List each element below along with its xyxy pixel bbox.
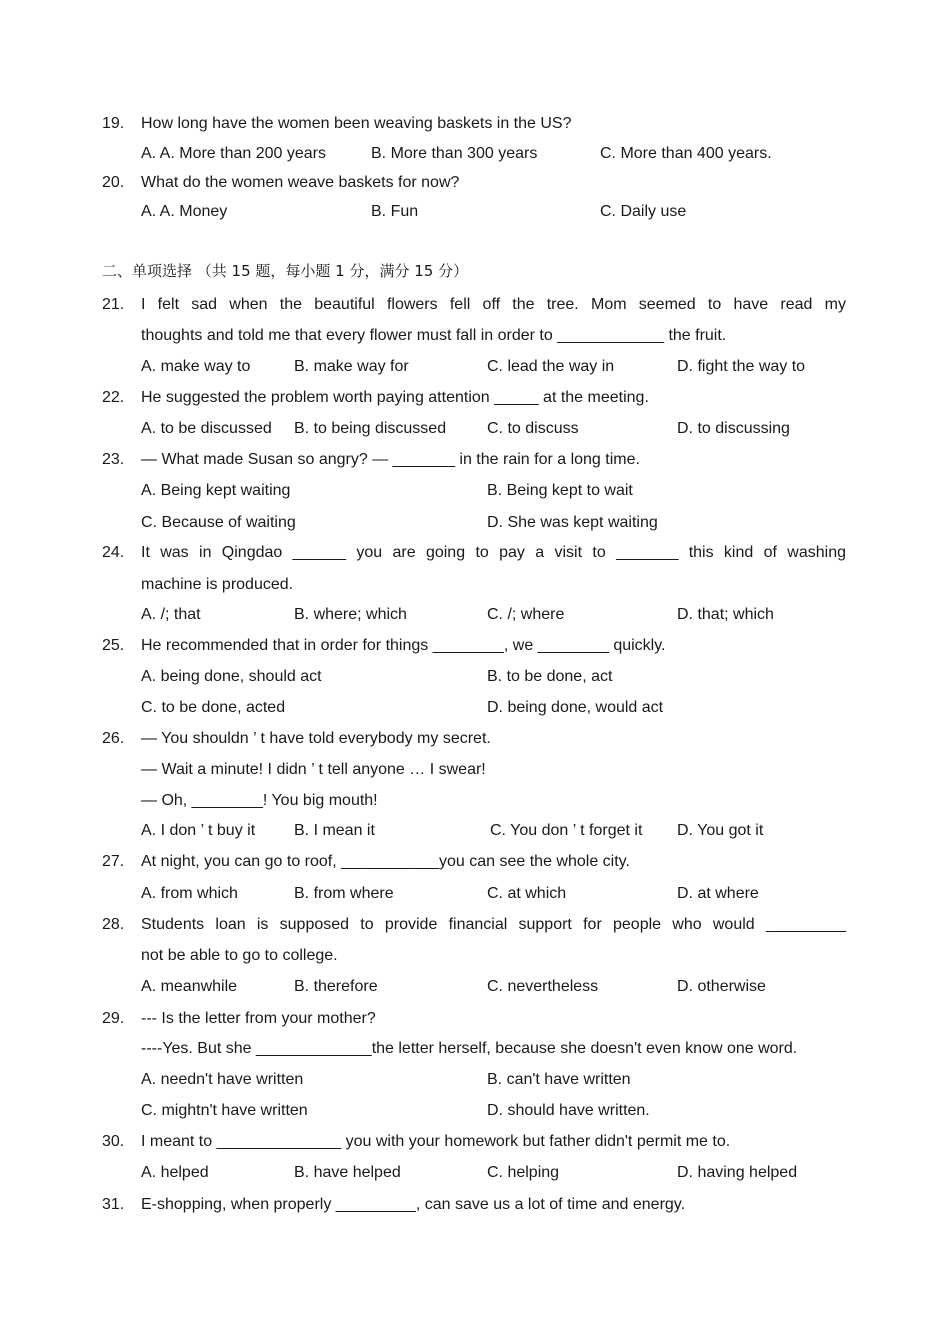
option-c: C. to be done, acted	[141, 699, 286, 716]
option-a: A. to be discussed	[141, 420, 272, 437]
option-b: B. where; which	[294, 606, 407, 623]
option-d: D. that; which	[677, 606, 774, 623]
option-b: B. Being kept to wait	[487, 482, 633, 499]
option-a: A. /; that	[141, 606, 201, 623]
question-number: 27.	[102, 853, 125, 870]
question-text: I felt sad when the beautiful flowers fell off the tree. Mom seemed to have read my	[141, 296, 846, 313]
option-d: D. having helped	[677, 1164, 798, 1181]
option-c: C. helping	[487, 1164, 560, 1181]
section-heading: 二、单项选择 （共 15 题，每小题 1 分，满分 15 分）	[102, 262, 469, 280]
question-text: He suggested the problem worth paying attention _____ at the meeting.	[141, 389, 649, 406]
option-a: A. needn't have written	[141, 1071, 304, 1088]
option-a: A. from which	[141, 885, 238, 902]
option-a: A. meanwhile	[141, 978, 238, 995]
option-c: C. Because of waiting	[141, 514, 296, 531]
option-a: A. make way to	[141, 358, 251, 375]
question-number: 20.	[102, 174, 125, 191]
option-a: A. Being kept waiting	[141, 482, 291, 499]
option-d: D. She was kept waiting	[487, 514, 658, 531]
option-d: D. to discussing	[677, 420, 790, 437]
question-text: not be able to go to college.	[141, 947, 338, 964]
option-b: B. from where	[294, 885, 394, 902]
question-text: He recommended that in order for things ________, we ________ quickly.	[141, 637, 666, 654]
option-d: D. should have written.	[487, 1102, 650, 1119]
option-b: B. have helped	[294, 1164, 401, 1181]
question-number: 22.	[102, 389, 125, 406]
option-d: D. fight the way to	[677, 358, 806, 375]
question-text: Students loan is supposed to provide financial support for people who would _________	[141, 916, 846, 933]
question-number: 31.	[102, 1196, 125, 1213]
question-text: ----Yes. But she _____________the letter herself, because she doesn't even know one word.	[141, 1040, 798, 1057]
question-text: — Oh, ________! You big mouth!	[141, 792, 378, 809]
option-b: B. to being discussed	[294, 420, 447, 437]
option-b: B. can't have written	[487, 1071, 631, 1088]
option-c: C. mightn't have written	[141, 1102, 308, 1119]
question-text: What do the women weave baskets for now?	[141, 174, 460, 191]
question-number: 28.	[102, 916, 125, 933]
question-text: — Wait a minute! I didn ’ t tell anyone … I swear!	[141, 761, 486, 778]
option-b: B. make way for	[294, 358, 409, 375]
option-b: B. to be done, act	[487, 668, 613, 685]
question-number: 25.	[102, 637, 125, 654]
option-d: D. being done, would act	[487, 699, 664, 716]
question-text: E-shopping, when properly _________, can save us a lot of time and energy.	[141, 1196, 686, 1213]
question-number: 19.	[102, 115, 125, 132]
question-text: machine is produced.	[141, 576, 294, 593]
option-c: C. More than 400 years.	[600, 145, 772, 162]
option-c: C. nevertheless	[487, 978, 599, 995]
option-d: D. You got it	[677, 822, 764, 839]
question-number: 29.	[102, 1010, 125, 1027]
question-number: 21.	[102, 296, 125, 313]
option-a: A. I don ’ t buy it	[141, 822, 256, 839]
option-c: C. /; where	[487, 606, 565, 623]
question-text: How long have the women been weaving baskets in the US?	[141, 115, 572, 132]
option-a: A. helped	[141, 1164, 209, 1181]
option-c: C. You don ’ t forget it	[490, 822, 643, 839]
question-number: 30.	[102, 1133, 125, 1150]
option-a: A. A. Money	[141, 203, 228, 220]
question-number: 26.	[102, 730, 125, 747]
option-c: C. at which	[487, 885, 567, 902]
question-text: At night, you can go to roof, ___________you can see the whole city.	[141, 853, 630, 870]
question-text: thoughts and told me that every flower must fall in order to ____________ the fruit.	[141, 327, 727, 344]
option-b: B. I mean it	[294, 822, 375, 839]
option-b: B. therefore	[294, 978, 378, 995]
question-text: It was in Qingdao ______ you are going to pay a visit to _______ this kind of washing	[141, 544, 846, 561]
question-text: — What made Susan so angry? — _______ in the rain for a long time.	[141, 451, 640, 468]
option-d: D. at where	[677, 885, 759, 902]
option-b: B. Fun	[371, 203, 419, 220]
question-text: I meant to ______________ you with your homework but father didn't permit me to.	[141, 1133, 731, 1150]
option-b: B. More than 300 years	[371, 145, 538, 162]
option-c: C. to discuss	[487, 420, 579, 437]
option-c: C. Daily use	[600, 203, 687, 220]
option-a: A. being done, should act	[141, 668, 322, 685]
question-text: — You shouldn ’ t have told everybody my secret.	[141, 730, 491, 747]
question-number: 23.	[102, 451, 125, 468]
question-text: --- Is the letter from your mother?	[141, 1010, 376, 1027]
question-number: 24.	[102, 544, 125, 561]
option-a: A. A. More than 200 years	[141, 145, 326, 162]
option-d: D. otherwise	[677, 978, 766, 995]
option-c: C. lead the way in	[487, 358, 615, 375]
